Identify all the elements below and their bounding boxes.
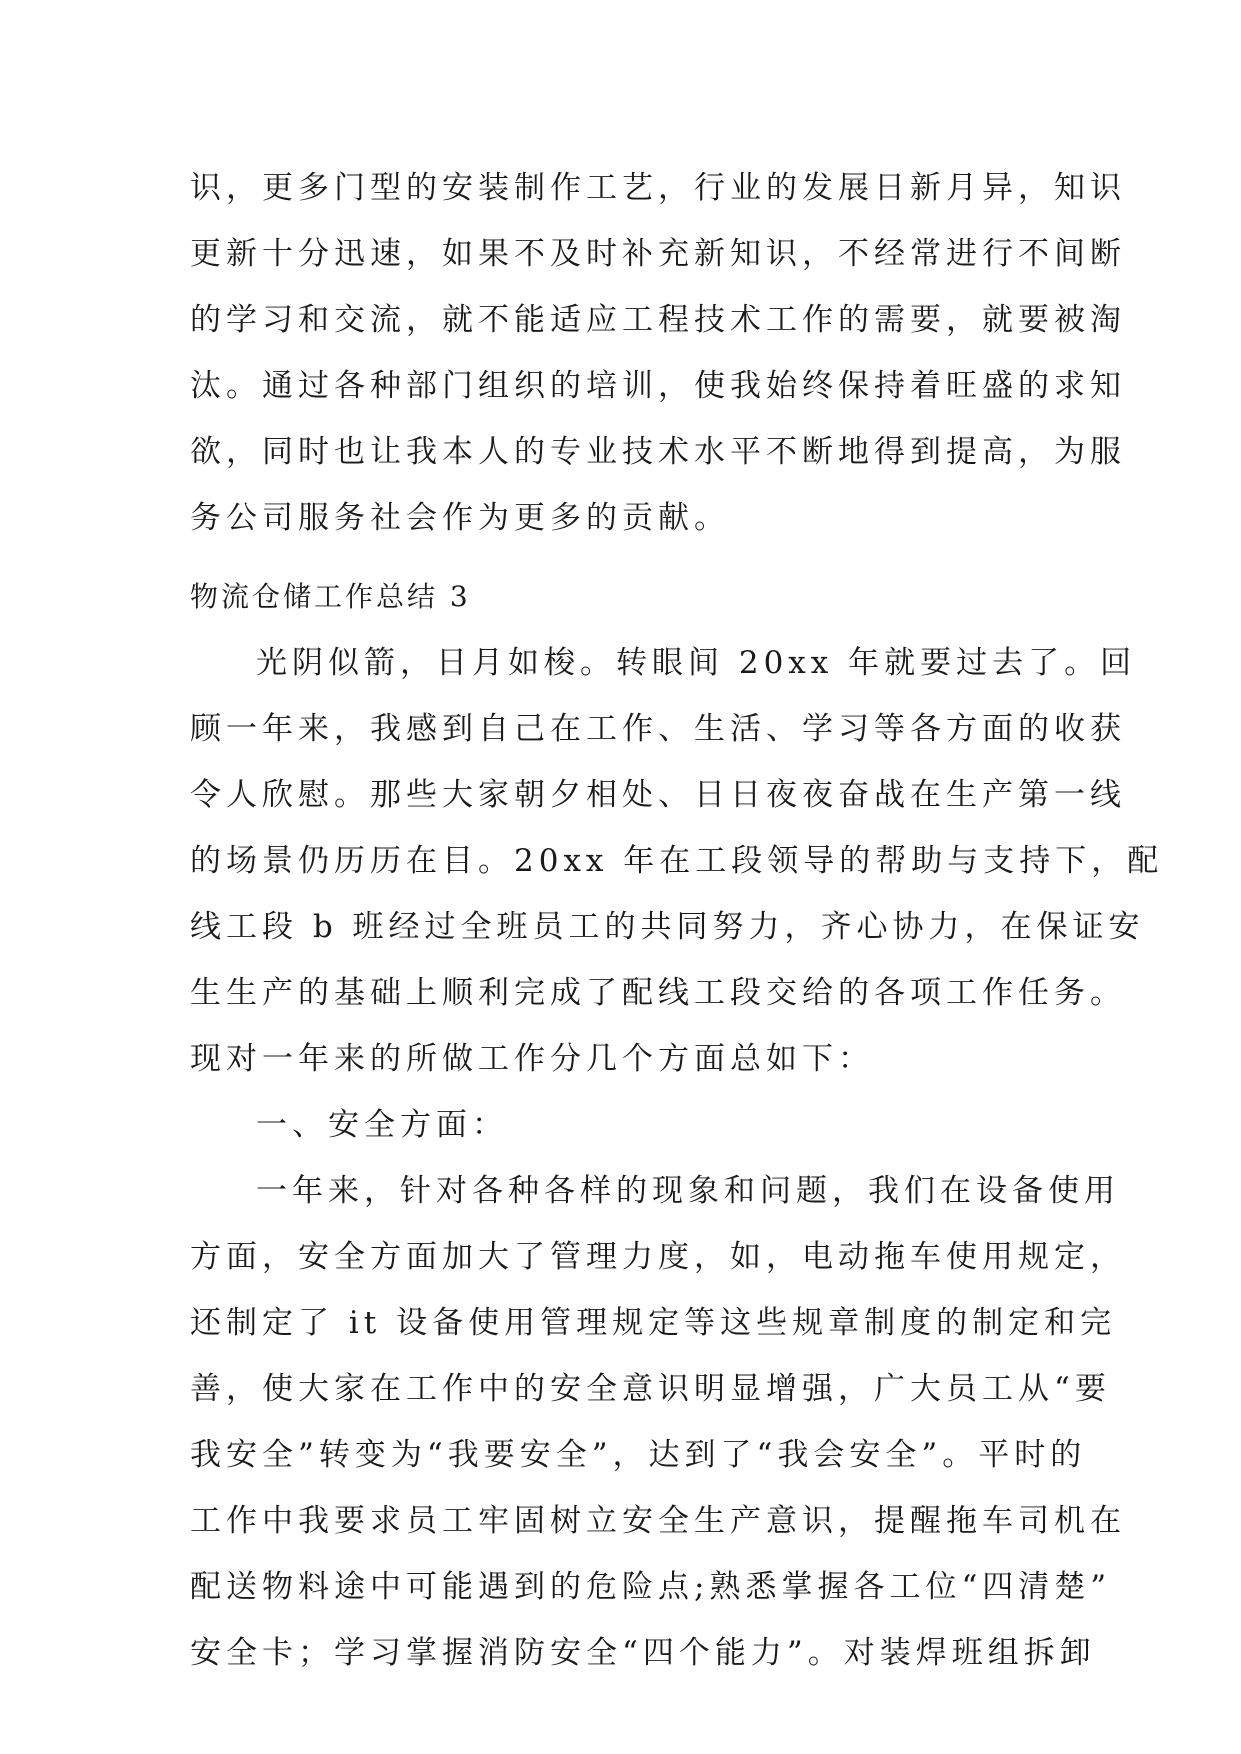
body-text xyxy=(190,630,1164,1686)
text-line: 生生产的基础上顺利完成了配线工段交给的各项工作任务。 xyxy=(190,975,1126,1011)
text-line: 线工段 b 班经过全班员工的共同努力，齐心协力，在保证安 xyxy=(190,909,1145,945)
section-heading xyxy=(190,564,1060,630)
text-line: 的学习和交流，就不能适应工程技术工作的需要，就要被淘 xyxy=(190,302,1126,338)
text-line: 汰。通过各种部门组织的培训，使我始终保持着旺盛的求知 xyxy=(190,368,1126,404)
text-line: 现对一年来的所做工作分几个方面总如下： xyxy=(190,1041,874,1077)
text-line: 方面，安全方面加大了管理力度，如，电动拖车使用规定， xyxy=(190,1239,1126,1275)
text-line: 欲，同时也让我本人的专业技术水平不断地得到提高，为服 xyxy=(190,434,1126,470)
text-line: 令人欣慰。那些大家朝夕相处、日日夜夜奋战在生产第一线 xyxy=(190,777,1126,813)
paragraph-first-line: 光阴似箭，日月如梭。转眼间 20xx 年就要过去了。回 xyxy=(256,645,1137,681)
section-title: 物流仓储工作总结 3 xyxy=(190,580,471,613)
text-line: 识，更多门型的安装制作工艺，行业的发展日新月异，知识 xyxy=(190,170,1126,206)
text-line: 配送物料途中可能遇到的危险点;熟悉掌握各工位“四清楚” xyxy=(190,1569,1112,1605)
text-line: 安全卡；学习掌握消防安全“四个能力”。对装焊班组拆卸 xyxy=(190,1635,1096,1671)
subsection-heading: 一、安全方面： xyxy=(256,1107,508,1143)
text-line: 的场景仍历历在目。20xx 年在工段领导的帮助与支持下，配 xyxy=(190,843,1164,879)
text-line: 更新十分迅速，如果不及时补充新知识，不经常进行不间断 xyxy=(190,236,1126,272)
paragraph-first-line: 一年来，针对各种各样的现象和问题，我们在设备使用 xyxy=(256,1173,1120,1209)
text-line: 我安全”转变为“我要安全”，达到了“我会安全”。平时的 xyxy=(190,1437,1087,1473)
intro-paragraph xyxy=(190,155,1126,551)
document-page xyxy=(190,0,1164,1754)
text-line: 还制定了 it 设备使用管理规定等这些规章制度的制定和完 xyxy=(190,1305,1117,1341)
text-line: 善，使大家在工作中的安全意识明显增强，广大员工从“要 xyxy=(190,1371,1111,1407)
text-line: 工作中我要求员工牢固树立安全生产意识，提醒拖车司机在 xyxy=(190,1503,1126,1539)
text-line: 顾一年来，我感到自己在工作、生活、学习等各方面的收获 xyxy=(190,711,1126,747)
text-line: 务公司服务社会作为更多的贡献。 xyxy=(190,500,730,536)
